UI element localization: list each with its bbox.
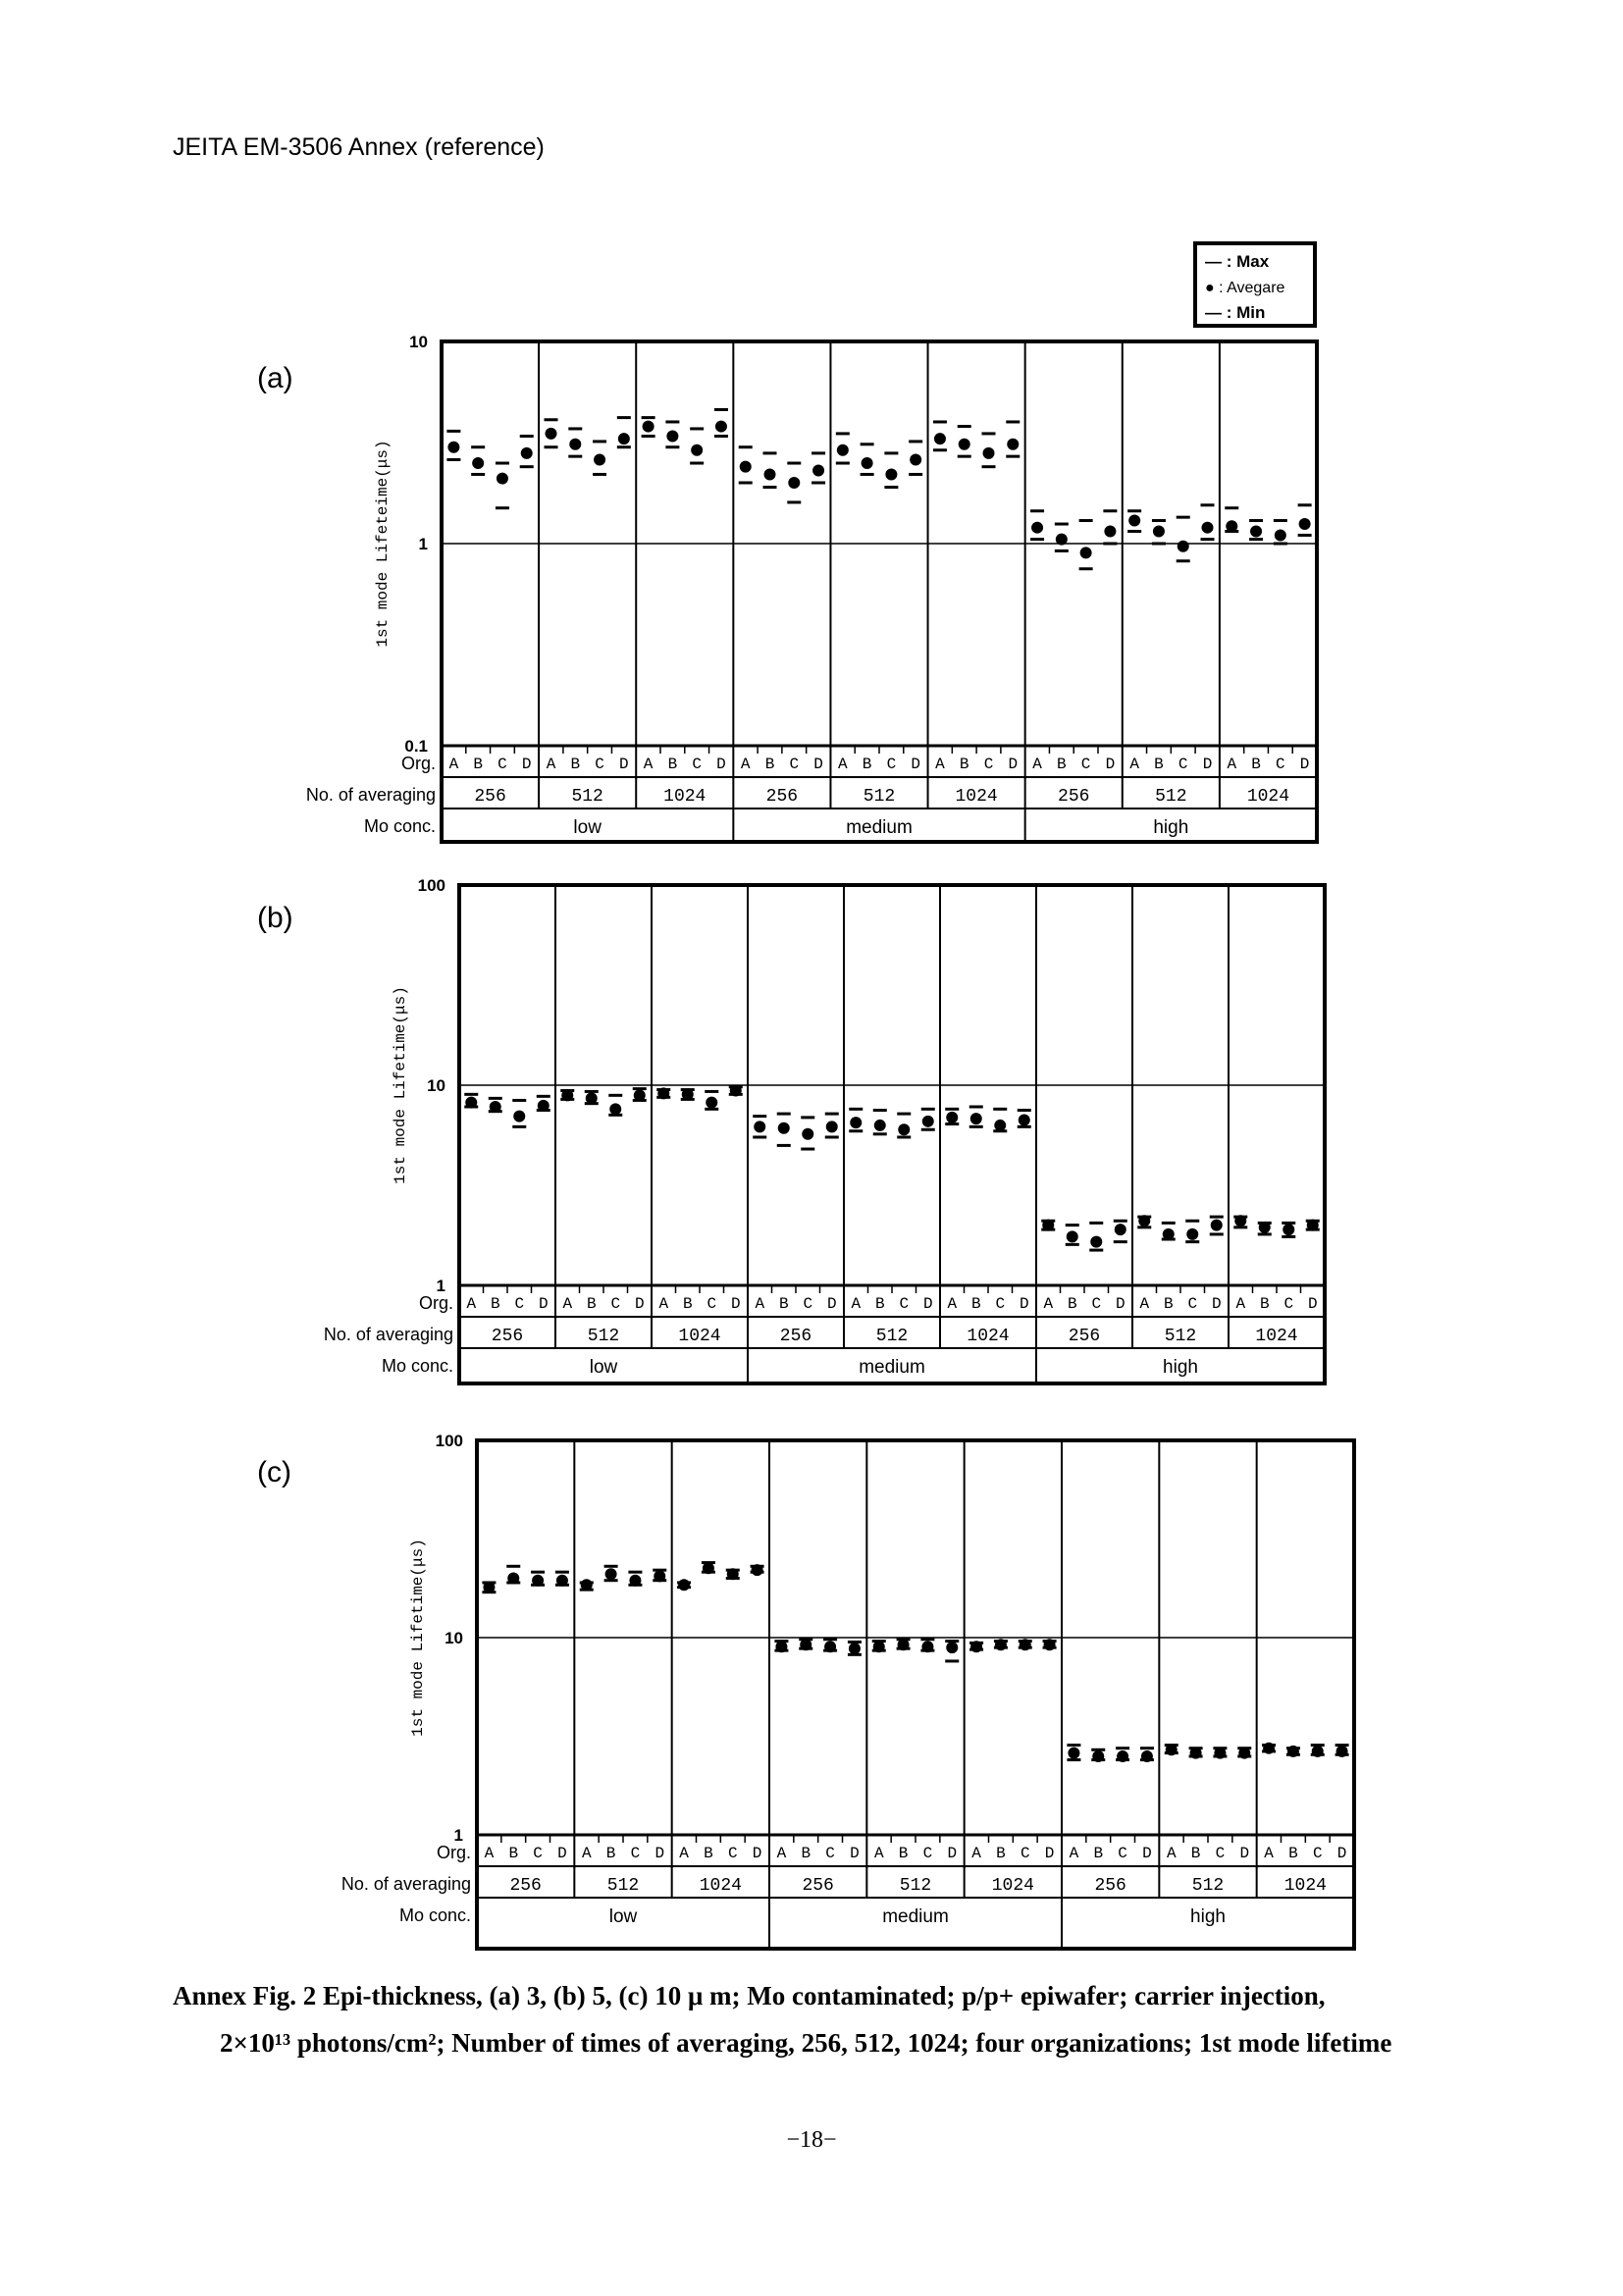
mo-conc-label: low — [589, 1357, 618, 1378]
legend-min: — : Min — [1205, 303, 1266, 322]
y-axis-label: 1st mode Lifetime(μs) — [392, 986, 409, 1184]
average-point — [922, 1116, 934, 1127]
averaging-label: 1024 — [967, 1327, 1010, 1346]
org-tick-label: A — [740, 756, 751, 773]
org-tick-label: C — [707, 1295, 717, 1313]
average-point — [1190, 1748, 1202, 1759]
org-tick-label: D — [1336, 1845, 1347, 1862]
average-point — [995, 1639, 1007, 1650]
average-point — [1202, 522, 1214, 534]
org-tick-label: D — [922, 1295, 933, 1313]
average-point — [1211, 1220, 1223, 1231]
average-point — [483, 1582, 495, 1593]
org-tick-label: B — [490, 1295, 500, 1313]
org-tick-label: C — [1215, 1845, 1226, 1862]
org-tick-label: B — [801, 1845, 812, 1862]
row-label-org: Org. — [418, 1293, 453, 1313]
org-tick-label: C — [886, 756, 897, 773]
mo-conc-label: medium — [859, 1357, 925, 1378]
row-label-mo: Mo conc. — [381, 1356, 453, 1376]
average-point — [1031, 522, 1043, 534]
average-point — [581, 1579, 593, 1591]
average-point — [1104, 525, 1116, 537]
averaging-label: 512 — [863, 787, 896, 807]
average-point — [706, 1097, 717, 1109]
average-point — [1042, 1220, 1054, 1231]
y-axis-label: 1st mode Lifeteime(μs) — [374, 440, 392, 648]
org-tick-label: D — [619, 756, 629, 773]
org-tick-label: A — [755, 1295, 765, 1313]
average-point — [1312, 1746, 1324, 1757]
org-tick-label: D — [1008, 756, 1019, 773]
average-point — [1283, 1224, 1294, 1235]
averaging-label: 1024 — [663, 787, 707, 807]
org-tick-label: D — [716, 756, 726, 773]
org-tick-label: D — [521, 756, 532, 773]
org-tick-label: B — [1259, 1295, 1270, 1313]
legend-average: ● : Avegare — [1205, 280, 1285, 296]
average-point — [775, 1641, 787, 1652]
average-point — [629, 1575, 641, 1587]
org-tick-label: A — [851, 1295, 862, 1313]
document-header: JEITA EM-3506 Annex (reference) — [173, 133, 545, 161]
average-point — [691, 444, 703, 456]
org-tick-label: B — [1251, 756, 1261, 773]
average-point — [788, 477, 800, 489]
y-tick-label: 10 — [427, 1076, 445, 1095]
average-point — [970, 1641, 982, 1652]
average-point — [800, 1639, 812, 1650]
org-tick-label: C — [1118, 1845, 1127, 1862]
average-point — [1128, 515, 1140, 527]
org-tick-label: C — [1020, 1845, 1030, 1862]
org-tick-label: B — [508, 1845, 519, 1862]
y-tick-label: 10 — [409, 333, 428, 351]
org-tick-label: A — [1069, 1845, 1079, 1862]
average-point — [618, 433, 630, 444]
org-tick-label: C — [995, 1295, 1006, 1313]
average-point — [921, 1641, 933, 1652]
average-point — [1080, 547, 1092, 558]
average-point — [1138, 1215, 1150, 1226]
org-tick-label: D — [654, 1845, 665, 1862]
average-point — [740, 461, 752, 473]
averaging-label: 256 — [509, 1876, 542, 1896]
org-tick-label: A — [484, 1845, 495, 1862]
averaging-label: 256 — [1068, 1327, 1101, 1346]
org-tick-label: C — [1312, 1845, 1323, 1862]
figure-caption — [173, 1972, 1468, 2066]
average-point — [873, 1641, 885, 1652]
org-tick-label: D — [1299, 756, 1310, 773]
org-tick-label: D — [1105, 756, 1116, 773]
org-tick-label: C — [1187, 1295, 1198, 1313]
org-tick-label: B — [1154, 756, 1164, 773]
org-tick-label: A — [1129, 756, 1139, 773]
org-tick-label: A — [658, 1295, 669, 1313]
average-point — [1287, 1746, 1299, 1757]
averaging-label: 512 — [571, 787, 603, 807]
averaging-label: 256 — [1058, 787, 1090, 807]
average-point — [1090, 1236, 1102, 1248]
average-point — [898, 1123, 910, 1135]
average-point — [812, 464, 824, 476]
average-point — [1141, 1750, 1153, 1762]
org-tick-label: D — [1115, 1295, 1126, 1313]
org-tick-label: D — [752, 1845, 762, 1862]
org-tick-label: A — [1043, 1295, 1054, 1313]
page-number: −18− — [786, 2127, 837, 2153]
caption-line-2: 2×10¹³ photons/cm²; Number of times of averaging, 256, 512, 1024; four organizations; 1st mode lifetime — [220, 2028, 1392, 2058]
org-tick-label: A — [947, 1295, 958, 1313]
panel-label: (c) — [257, 1456, 291, 1488]
org-tick-label: C — [899, 1295, 910, 1313]
org-tick-label: D — [538, 1295, 549, 1313]
org-tick-label: D — [1211, 1295, 1222, 1313]
org-tick-label: B — [1163, 1295, 1174, 1313]
org-tick-label: A — [873, 1845, 884, 1862]
average-point — [970, 1113, 982, 1124]
org-tick-label: C — [1276, 756, 1285, 773]
averaging-label: 512 — [587, 1327, 620, 1346]
org-tick-label: D — [826, 1295, 837, 1313]
mo-conc-label: medium — [846, 817, 913, 838]
average-point — [1117, 1750, 1128, 1762]
average-point — [569, 439, 581, 450]
plot-frame — [477, 1440, 1354, 1949]
averaging-label: 1024 — [955, 787, 998, 807]
org-tick-label: B — [570, 756, 581, 773]
average-point — [507, 1572, 519, 1584]
org-tick-label: D — [1142, 1845, 1152, 1862]
org-tick-label: D — [1202, 756, 1213, 773]
y-tick-label: 1 — [418, 535, 428, 553]
average-point — [898, 1639, 910, 1650]
average-point — [605, 1568, 617, 1580]
org-tick-label: A — [1032, 756, 1042, 773]
y-tick-label: 0.1 — [404, 737, 428, 756]
panel-label: (a) — [257, 362, 293, 394]
y-axis-label: 1st mode Lifetime(μs) — [409, 1539, 427, 1737]
org-tick-label: A — [679, 1845, 689, 1862]
averaging-label: 1024 — [678, 1327, 721, 1346]
org-tick-label: C — [789, 756, 800, 773]
org-tick-label: A — [1166, 1845, 1177, 1862]
org-tick-label: C — [514, 1295, 525, 1313]
mo-conc-label: low — [608, 1906, 638, 1927]
panel-label: (b) — [257, 902, 293, 934]
mo-conc-label: high — [1153, 817, 1189, 838]
org-tick-label: C — [1091, 1295, 1102, 1313]
average-point — [946, 1112, 958, 1123]
average-point — [1166, 1744, 1178, 1755]
org-tick-label: B — [874, 1295, 885, 1313]
y-tick-label: 10 — [445, 1629, 463, 1647]
average-point — [447, 442, 459, 453]
org-tick-label: B — [473, 756, 483, 773]
average-point — [490, 1101, 501, 1113]
mo-conc-label: high — [1163, 1357, 1198, 1378]
average-point — [874, 1120, 886, 1131]
org-tick-label: D — [1044, 1845, 1055, 1862]
average-point — [959, 439, 970, 450]
average-point — [538, 1100, 550, 1112]
average-point — [1307, 1220, 1319, 1231]
average-point — [1044, 1639, 1056, 1650]
org-tick-label: B — [778, 1295, 789, 1313]
averaging-label: 512 — [1155, 787, 1187, 807]
org-tick-label: C — [533, 1845, 543, 1862]
average-point — [778, 1122, 790, 1134]
averaging-label: 256 — [1094, 1876, 1126, 1896]
average-point — [824, 1641, 836, 1652]
org-tick-label: C — [825, 1845, 835, 1862]
org-tick-label: C — [595, 756, 604, 773]
average-point — [1067, 1230, 1078, 1242]
average-point — [1068, 1748, 1079, 1759]
org-tick-label: A — [546, 756, 556, 773]
org-tick-label: B — [1057, 756, 1067, 773]
y-tick-label: 100 — [435, 1432, 463, 1450]
averaging-label: 1024 — [699, 1876, 742, 1896]
average-point — [1299, 518, 1311, 530]
y-tick-label: 100 — [417, 876, 445, 895]
legend-max: — : Max — [1205, 252, 1270, 271]
org-tick-label: B — [862, 756, 872, 773]
average-point — [946, 1642, 958, 1653]
org-tick-label: B — [682, 1295, 693, 1313]
averaging-label: 256 — [779, 1327, 812, 1346]
average-point — [472, 457, 484, 469]
org-tick-label: A — [776, 1845, 787, 1862]
org-tick-label: B — [605, 1845, 616, 1862]
average-point — [1007, 439, 1019, 450]
average-point — [1153, 525, 1165, 537]
org-tick-label: C — [497, 756, 507, 773]
average-point — [715, 421, 727, 433]
averaging-label: 512 — [1164, 1327, 1197, 1346]
mo-conc-label: medium — [882, 1906, 949, 1927]
org-tick-label: C — [1283, 1295, 1294, 1313]
org-tick-label: B — [959, 756, 969, 773]
org-tick-label: D — [557, 1845, 567, 1862]
average-point — [634, 1089, 646, 1101]
org-tick-label: A — [935, 756, 945, 773]
average-point — [1259, 1222, 1271, 1233]
average-point — [546, 428, 557, 440]
org-tick-label: C — [1178, 756, 1188, 773]
average-point — [1163, 1228, 1175, 1240]
average-point — [1178, 541, 1189, 552]
average-point — [1020, 1639, 1031, 1650]
row-label-mo: Mo conc. — [398, 1905, 471, 1925]
averaging-label: 256 — [474, 787, 506, 807]
average-point — [1115, 1224, 1126, 1235]
average-point — [730, 1084, 742, 1096]
org-tick-label: D — [947, 1845, 958, 1862]
org-tick-label: B — [764, 756, 775, 773]
org-tick-label: C — [803, 1295, 813, 1313]
average-point — [561, 1089, 573, 1101]
org-tick-label: A — [581, 1845, 592, 1862]
org-tick-label: A — [1227, 756, 1237, 773]
org-tick-label: D — [1239, 1845, 1250, 1862]
org-tick-label: B — [667, 756, 678, 773]
mo-conc-label: high — [1190, 1906, 1226, 1927]
average-point — [666, 431, 678, 443]
average-point — [678, 1579, 690, 1591]
average-point — [1056, 534, 1068, 546]
org-tick-label: A — [1264, 1845, 1274, 1862]
average-point — [850, 1117, 862, 1128]
average-point — [703, 1562, 714, 1574]
average-point — [885, 468, 897, 480]
org-tick-label: C — [922, 1845, 933, 1862]
average-point — [752, 1564, 763, 1576]
average-point — [513, 1111, 525, 1122]
average-point — [1186, 1228, 1198, 1240]
row-label-averaging: No. of averaging — [305, 785, 436, 805]
org-tick-label: C — [692, 756, 702, 773]
average-point — [862, 457, 873, 469]
average-point — [1234, 1215, 1246, 1226]
average-point — [754, 1121, 765, 1132]
average-point — [521, 447, 533, 459]
average-point — [465, 1097, 477, 1109]
org-tick-label: B — [1067, 1295, 1077, 1313]
org-tick-label: B — [704, 1845, 713, 1862]
org-tick-label: A — [971, 1845, 981, 1862]
average-point — [594, 454, 605, 466]
averaging-label: 512 — [606, 1876, 640, 1896]
average-point — [1263, 1743, 1275, 1754]
org-tick-label: D — [813, 756, 823, 773]
average-point — [826, 1121, 838, 1132]
org-tick-label: D — [1019, 1295, 1029, 1313]
average-point — [994, 1120, 1006, 1131]
average-point — [1019, 1114, 1030, 1125]
org-tick-label: B — [586, 1295, 597, 1313]
org-tick-label: C — [630, 1845, 641, 1862]
row-label-averaging: No. of averaging — [323, 1325, 453, 1344]
average-point — [1275, 529, 1286, 541]
averaging-label: 512 — [1191, 1876, 1225, 1896]
y-tick-label: 1 — [453, 1826, 463, 1845]
org-tick-label: D — [634, 1295, 645, 1313]
row-label-org: Org. — [436, 1843, 471, 1862]
averaging-label: 256 — [765, 787, 799, 807]
org-tick-label: A — [562, 1295, 573, 1313]
org-tick-label: C — [983, 756, 994, 773]
average-point — [682, 1088, 694, 1100]
average-point — [1238, 1748, 1250, 1759]
org-tick-label: B — [970, 1295, 981, 1313]
average-point — [497, 473, 508, 485]
average-point — [1226, 520, 1237, 532]
averaging-label: 1024 — [1246, 787, 1290, 807]
mo-conc-label: low — [573, 817, 602, 838]
org-tick-label: C — [610, 1295, 621, 1313]
average-point — [532, 1575, 544, 1587]
org-tick-label: A — [1235, 1295, 1246, 1313]
org-tick-label: A — [448, 756, 459, 773]
averaging-label: 1024 — [1255, 1327, 1298, 1346]
org-tick-label: B — [1190, 1845, 1201, 1862]
row-label-mo: Mo conc. — [363, 816, 436, 836]
averaging-label: 256 — [802, 1876, 834, 1896]
org-tick-label: B — [898, 1845, 909, 1862]
org-tick-label: C — [727, 1845, 738, 1862]
org-tick-label: D — [911, 756, 920, 773]
average-point — [910, 454, 921, 466]
average-point — [1214, 1748, 1226, 1759]
average-point — [764, 468, 776, 480]
average-point — [586, 1092, 598, 1104]
average-point — [654, 1570, 665, 1582]
row-label-org: Org. — [400, 754, 436, 773]
caption-line-1: Annex Fig. 2 Epi-thickness, (a) 3, (b) 5, (c) 10 μ m; Mo contaminated; p/p+ epiwafer; carrier injection, — [173, 1981, 1326, 2010]
org-tick-label: A — [1139, 1295, 1150, 1313]
average-point — [802, 1128, 813, 1140]
average-point — [837, 444, 849, 456]
org-tick-label: B — [1288, 1845, 1298, 1862]
org-tick-label: A — [838, 756, 848, 773]
average-point — [983, 447, 995, 459]
org-tick-label: D — [850, 1845, 860, 1862]
average-point — [934, 433, 946, 444]
average-point — [657, 1087, 669, 1099]
y-tick-label: 1 — [436, 1277, 445, 1295]
org-tick-label: D — [730, 1295, 741, 1313]
average-point — [727, 1568, 739, 1580]
average-point — [1250, 525, 1262, 537]
org-tick-label: B — [996, 1845, 1006, 1862]
averaging-label: 512 — [875, 1327, 909, 1346]
org-tick-label: C — [1080, 756, 1091, 773]
average-point — [609, 1103, 621, 1115]
org-tick-label: A — [466, 1295, 477, 1313]
org-tick-label: D — [1307, 1295, 1318, 1313]
averaging-label: 512 — [899, 1876, 932, 1896]
average-point — [1092, 1750, 1104, 1762]
row-label-averaging: No. of averaging — [340, 1874, 471, 1894]
org-tick-label: B — [1093, 1845, 1104, 1862]
averaging-label: 1024 — [1283, 1876, 1327, 1896]
average-point — [849, 1643, 861, 1654]
org-tick-label: A — [643, 756, 654, 773]
average-point — [556, 1575, 568, 1587]
averaging-label: 256 — [491, 1327, 524, 1346]
averaging-label: 1024 — [991, 1876, 1034, 1896]
average-point — [1336, 1746, 1348, 1757]
average-point — [643, 421, 654, 433]
